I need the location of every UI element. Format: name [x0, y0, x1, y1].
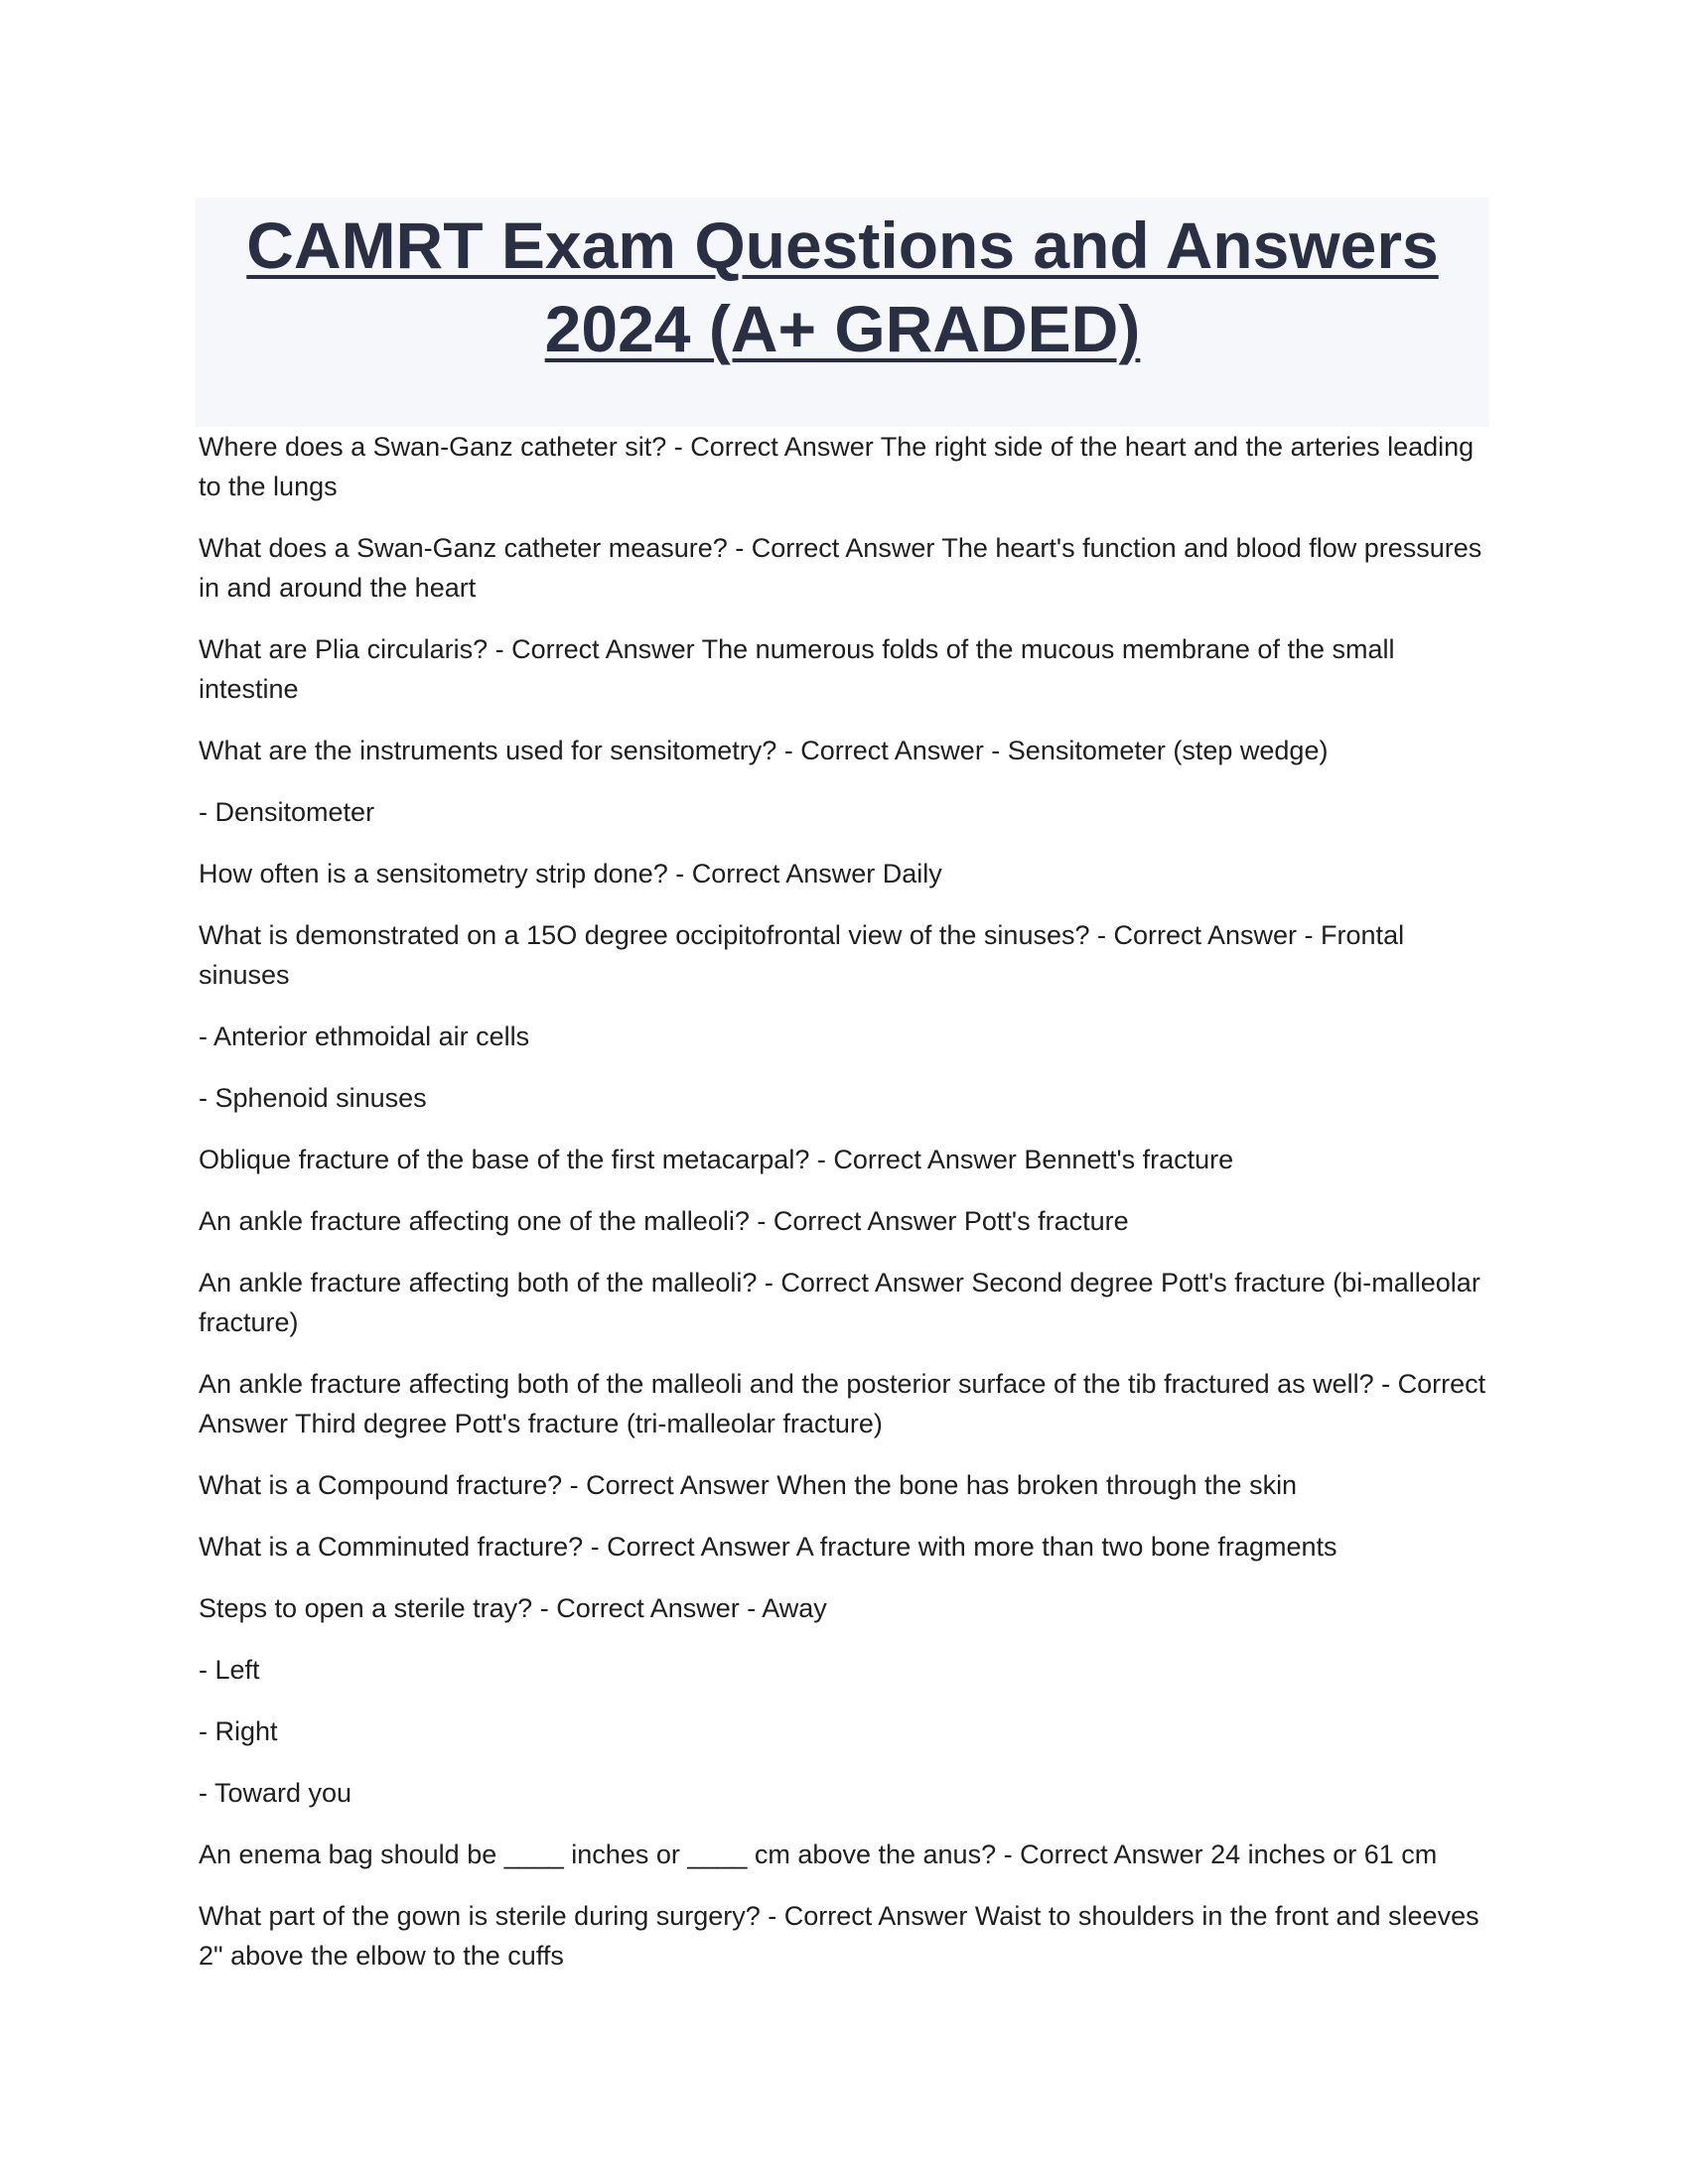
qa-paragraph: What is a Compound fracture? - Correct Answer When the bone has broken through the skin [199, 1470, 1298, 1500]
qa-paragraph: - Anterior ethmoidal air cells [199, 1022, 530, 1051]
qa-paragraph: - Left [199, 1655, 260, 1685]
qa-paragraph: Steps to open a sterile tray? - Correct Answer - Away [199, 1593, 827, 1623]
qa-paragraph: An ankle fracture affecting both of the malleoli? - Correct Answer Second degree Pott's fracture (bi-malleolar fracture) [199, 1268, 1480, 1337]
qa-paragraph: An ankle fracture affecting both of the malleoli and the posterior surface of the tib fractured as well? - Correct Answer Third degree Pott's fracture (tri-malleolar fracture) [199, 1369, 1486, 1438]
title-banner [196, 198, 1489, 427]
qa-paragraph: Oblique fracture of the base of the first metacarpal? - Correct Answer Bennett's fracture [199, 1145, 1234, 1174]
qa-paragraph: What is demonstrated on a 15O degree occipitofrontal view of the sinuses? - Correct Answer - Frontal sinuses [199, 920, 1405, 990]
qa-paragraph: Where does a Swan-Ganz catheter sit? - Correct Answer The right side of the heart and the arteries leading to the lungs [199, 432, 1475, 501]
qa-list [199, 427, 1489, 1997]
document-title: CAMRT Exam Questions and Answers 2024 (A+ GRADED) [246, 208, 1439, 365]
qa-paragraph: - Toward you [199, 1778, 352, 1808]
qa-paragraph: An enema bag should be ____ inches or ____ cm above the anus? - Correct Answer 24 inches or 61 cm [199, 1840, 1438, 1869]
qa-paragraph: What are the instruments used for sensitometry? - Correct Answer - Sensitometer (step wedge) [199, 736, 1329, 765]
qa-paragraph: What are Plia circularis? - Correct Answer The numerous folds of the mucous membrane of the small intestine [199, 634, 1395, 704]
qa-paragraph: An ankle fracture affecting one of the malleoli? - Correct Answer Pott's fracture [199, 1206, 1129, 1236]
qa-paragraph: - Densitometer [199, 797, 375, 827]
qa-paragraph: - Sphenoid sinuses [199, 1083, 427, 1113]
qa-paragraph: What is a Comminuted fracture? - Correct Answer A fracture with more than two bone fragments [199, 1532, 1337, 1562]
qa-paragraph: - Right [199, 1716, 278, 1746]
qa-paragraph: How often is a sensitometry strip done? - Correct Answer Daily [199, 859, 942, 888]
qa-paragraph: What part of the gown is sterile during surgery? - Correct Answer Waist to shoulders in the front and sleeves 2" above the elbow to the cuffs [199, 1901, 1479, 1971]
qa-paragraph: What does a Swan-Ganz catheter measure? - Correct Answer The heart's function and blood flow pressures in and around the heart [199, 533, 1482, 603]
